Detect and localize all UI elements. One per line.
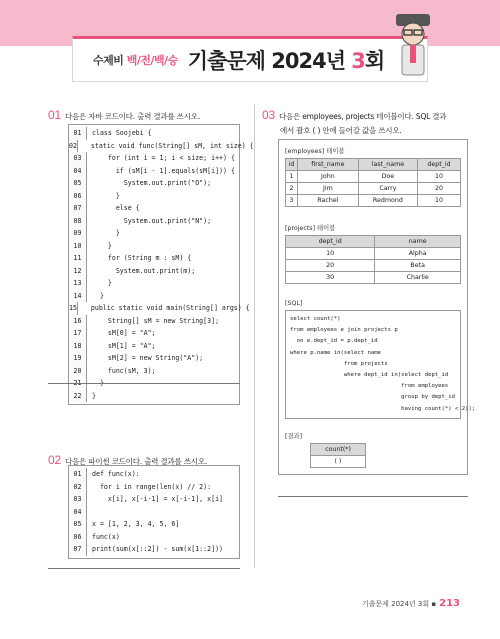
line-number: 05 [69,177,87,190]
table-header-cell: first_name [297,159,358,171]
code-text: System.out.print("N"); [92,216,212,225]
line-number: 13 [69,277,87,290]
series-label: 수제비 백/전/백/승 [93,54,178,67]
code-text: sM[0] = "A"; [92,329,156,338]
code-line [69,190,239,203]
code-text: x[i], x[-i-1] = x[-i-1], x[i] [92,495,224,504]
line-number: 10 [69,240,87,253]
code-text: static void func(String[] sM, int size) { [82,141,254,150]
code-line [69,165,239,178]
line-number: 22 [69,390,87,403]
table-cell: John [297,171,358,183]
line-number: 06 [69,531,87,544]
line-number: 19 [69,352,87,365]
page-footer: 기출문제 2024년 3회 ▪ 213 [361,598,460,609]
code-text: else { [92,204,140,213]
table-row [286,171,461,183]
mascot-illustration [392,10,434,80]
code-text: for (int i = 1; i < size; i++) { [92,154,235,163]
code-line [69,252,239,265]
code-text: } [92,229,120,238]
table-cell: Redmond [358,195,417,207]
code-line [69,327,239,340]
line-number: 03 [69,152,87,165]
page-title: 기출문제 2024년 3회 [187,49,385,73]
code-text: sM[1] = "A"; [92,341,156,350]
code-text: } [92,391,96,400]
code-text: String[] sM = new String[3]; [92,316,220,325]
table-row [286,248,461,260]
sql-line: where p.name in(select name [290,349,381,356]
line-number: 11 [69,252,87,265]
code-line [69,468,239,481]
code-text: func(sM, 3); [92,366,156,375]
projects-caption: [projects] 테이블 [285,225,336,232]
question-1-code-block [68,124,254,405]
sql-line: on e.dept_id = p.dept_id [290,338,378,345]
line-number: 16 [69,315,87,328]
code-text: } [92,279,112,288]
line-number: 06 [69,190,87,203]
code-line [69,481,239,494]
table-row [286,260,461,272]
projects-table [285,235,461,284]
sql-line: where dept_id in(select dept_id [290,372,449,379]
code-line [69,315,239,328]
line-number: 14 [69,290,87,303]
code-line [69,127,239,140]
column-divider [254,104,255,568]
code-line [69,518,239,531]
sql-line: select count(*) [290,316,341,322]
table-header-cell: dept_id [418,159,461,171]
code-line [69,265,239,278]
table-header-cell: dept_id [286,236,375,248]
result-header: count(*) [311,443,366,455]
line-number: 18 [69,340,87,353]
code-line [69,177,239,190]
employees-table [285,158,461,207]
chapter-header [72,36,428,82]
code-line [69,352,239,365]
code-text: def func(x): [92,470,140,479]
line-number: 01 [69,127,87,140]
table-row [286,195,461,207]
question-3-prompt: 03 다음은 employees, projects 테이블이다. SQL 결과 에서 괄호 ( ) 안에 들어갈 값을 쓰시오. [262,108,447,135]
employees-caption: [employees] 테이블 [285,148,345,155]
sql-line: from employees [290,383,449,390]
code-text: func(x) [92,532,120,541]
table-cell: Charlie [375,272,461,284]
table-cell: 3 [286,195,298,207]
table-cell: 2 [286,183,298,195]
result-blank: ( ) [311,455,366,467]
line-number: 15 [69,302,78,315]
line-number: 09 [69,227,87,240]
code-line [69,531,239,544]
code-line [69,493,239,506]
page-number: 213 [439,598,460,609]
answer-line-1 [48,383,240,384]
line-number: 03 [69,493,87,506]
table-header-cell: name [375,236,461,248]
table-header-cell: last_name [358,159,417,171]
code-line [69,227,239,240]
code-line [69,152,239,165]
code-line [69,290,239,303]
sql-code-block [285,310,476,419]
line-number: 01 [69,468,87,481]
code-text: } [92,291,104,300]
line-number: 02 [69,140,78,153]
line-number: 05 [69,518,87,531]
line-number: 20 [69,365,87,378]
code-text: sM[2] = new String("A"); [92,354,204,363]
table-cell: 10 [418,171,461,183]
table-cell: Alpha [375,248,461,260]
code-line [69,240,239,253]
code-line [69,215,239,228]
result-table [310,443,366,468]
table-cell: Doe [358,171,417,183]
code-text: print(sum(x[::2]) - sum(x[1::2])) [92,545,224,554]
code-text: public static void main(String[] args) { [82,304,250,313]
sql-caption: [SQL] [285,300,303,307]
question-3-box [278,139,476,475]
code-text: if (sM[i - 1].equals(sM[i])) { [92,166,235,175]
table-cell: 1 [286,171,298,183]
line-number: 17 [69,327,87,340]
code-line [69,543,239,556]
code-line [69,302,250,315]
sql-line: having count(*) < 2)); [290,405,476,412]
code-line [69,277,239,290]
code-text: class Soojebi { [92,129,152,138]
table-cell: 10 [286,248,375,260]
code-text: System.out.print("O"); [92,179,212,188]
table-cell: 30 [286,272,375,284]
table-cell: Rachel [297,195,358,207]
line-number: 12 [69,265,87,278]
table-cell: Jim [297,183,358,195]
result-caption: [결과] [285,432,303,440]
code-line [69,506,239,519]
table-row [286,183,461,195]
line-number: 07 [69,543,87,556]
code-line [69,340,239,353]
code-text: } [92,191,120,200]
answer-line-2 [48,568,240,569]
line-number: 04 [69,506,87,519]
question-1-prompt: 01 다음은 자바 코드이다. 출력 결과를 쓰시오. [48,108,201,122]
table-cell: 10 [418,195,461,207]
sql-line: group by dept_id [290,394,456,401]
line-number: 02 [69,481,87,494]
line-number: 08 [69,215,87,228]
code-text: System.out.print(m); [92,266,196,275]
code-text: for i in range(len(x) // 2): [92,482,212,491]
table-cell: 20 [286,260,375,272]
table-cell: Carry [358,183,417,195]
code-line [69,365,239,378]
question-2-code-block [68,465,240,559]
line-number: 04 [69,165,87,178]
table-cell: Beta [375,260,461,272]
question-2-prompt: 02 다음은 파이썬 코드이다. 출력 결과를 쓰시오. [48,453,208,467]
code-line [69,390,239,403]
table-row [286,272,461,284]
code-line [69,202,239,215]
line-number: 07 [69,202,87,215]
answer-line-3 [278,496,468,497]
table-cell: 20 [418,183,461,195]
code-text: } [92,241,112,250]
table-header-cell: id [286,159,298,171]
sql-line: from employees e join projects p [290,327,398,334]
code-text: for (String m : sM) { [92,254,192,263]
sql-line: from projects [290,360,388,367]
code-text: x = [1, 2, 3, 4, 5, 6] [92,520,180,529]
code-line [69,140,254,153]
